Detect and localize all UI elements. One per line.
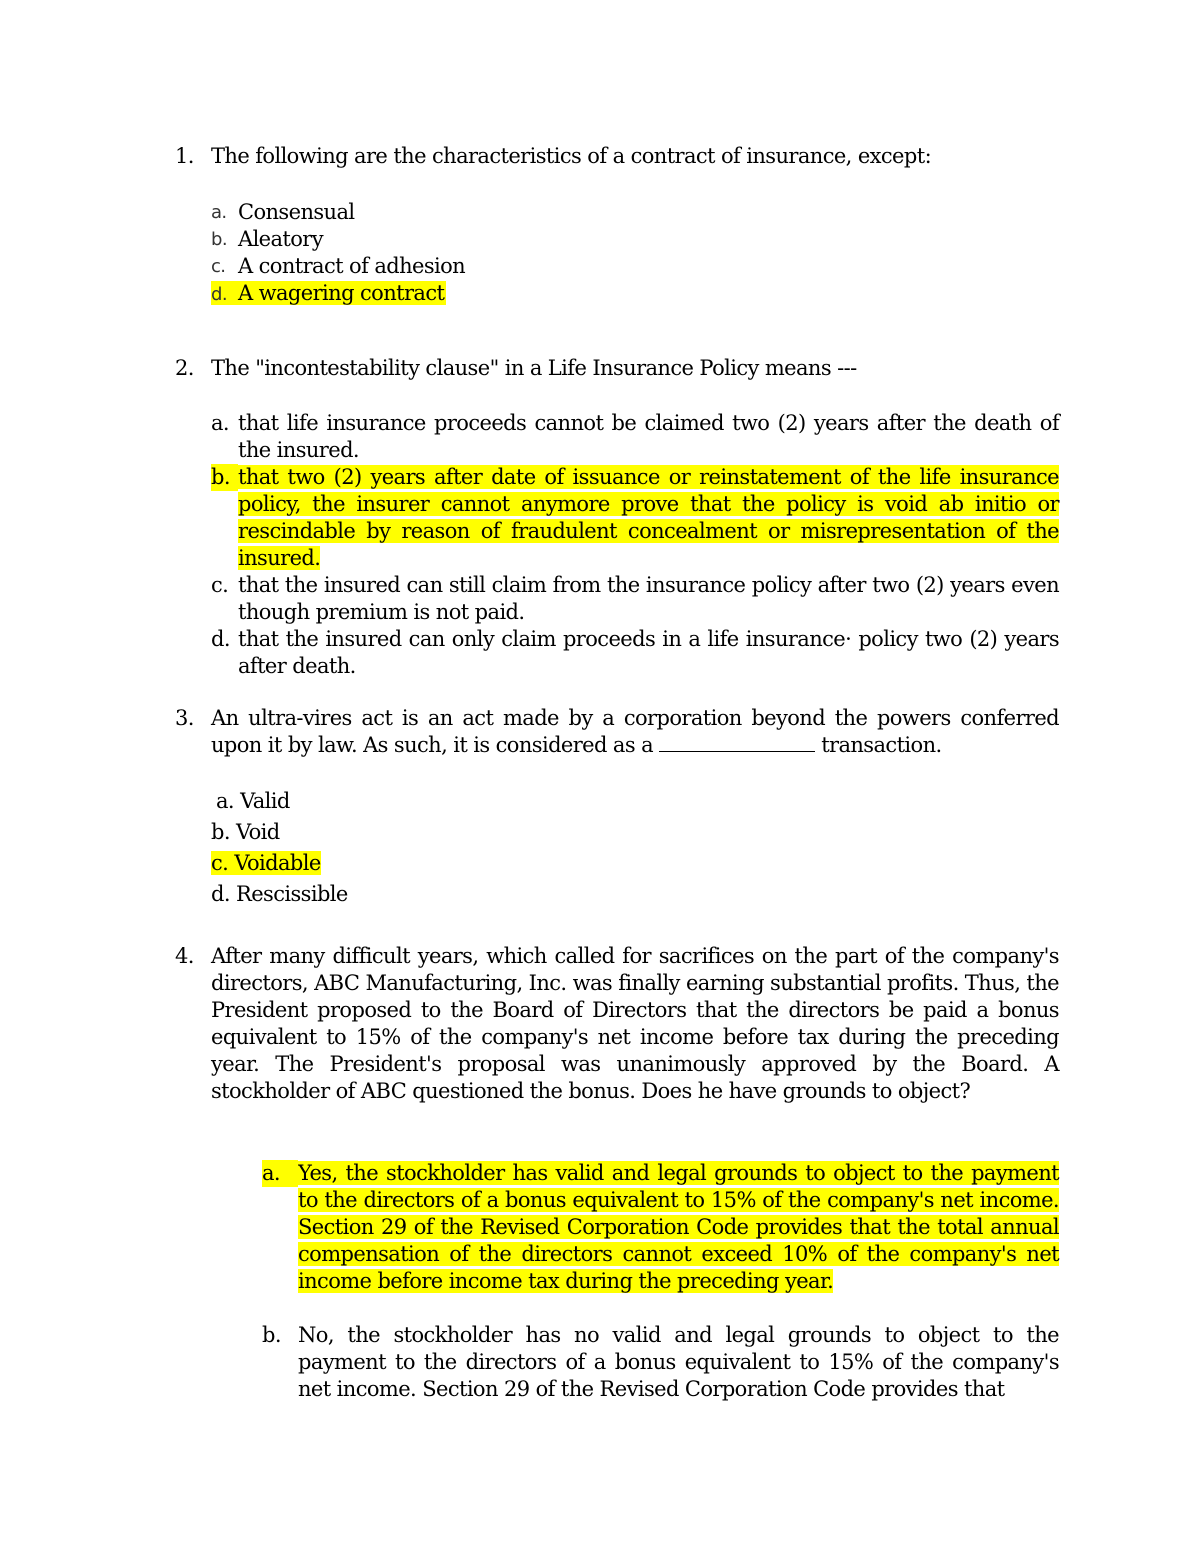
option-label: b.: [262, 1323, 281, 1347]
option-b-answer: [211, 464, 1059, 572]
option-c-answer: [211, 848, 611, 879]
question-3-options: [211, 786, 611, 910]
option-text: that life insurance proceeds cannot be claimed two (2) years after the death of the insured.: [238, 411, 1059, 462]
option-text: Voidable: [234, 851, 321, 875]
option-d: [211, 879, 611, 910]
option-label: c.: [211, 573, 229, 597]
question-number: 2.: [175, 356, 194, 380]
option-d: [211, 626, 1059, 680]
answer-highlight: [211, 851, 321, 875]
question-number: 3.: [175, 706, 194, 730]
option-label: a.: [211, 411, 229, 435]
question-number: 1.: [175, 144, 194, 168]
option-label: b.: [211, 229, 227, 250]
option-label: a.: [211, 202, 227, 223]
question-text: After many difficult years, which called for sacrifices on the part of the company's directors, ABC Manufacturing, Inc. was finally earning substantial profits. Thus, the President proposed to the Board of Directors that the directors be paid a bonus equivalent to 15% of the company's net income before tax during the preceding year. The President's proposal was unanimously approved by the Board. A stockholder of ABC questioned the bonus. Does he have grounds to object?: [211, 944, 1059, 1103]
option-label: d.: [211, 627, 230, 651]
question-1-options: [211, 199, 811, 308]
question-4-options: [262, 1160, 1059, 1403]
option-a: [211, 199, 811, 226]
option-label: c.: [211, 851, 229, 875]
question-number: 4.: [175, 944, 194, 968]
option-a: [211, 786, 611, 817]
option-text: A contract of adhesion: [238, 254, 466, 278]
option-text: Aleatory: [238, 227, 324, 251]
option-label: d.: [211, 284, 227, 305]
option-b: [262, 1322, 1059, 1403]
option-c: [211, 253, 811, 280]
fill-in-blank: [659, 733, 815, 752]
option-text: Rescissible: [236, 882, 348, 906]
question-2: [175, 355, 1059, 382]
option-label: a.: [262, 1160, 298, 1187]
option-b: [211, 817, 611, 848]
question-4: [175, 943, 1059, 1105]
option-label: c.: [211, 256, 226, 277]
question-2-options: [211, 410, 1059, 680]
option-text: that the insured can only claim proceeds in a life insurance· policy two (2) years after death.: [238, 627, 1059, 678]
option-text: Void: [236, 820, 280, 844]
question-3: [175, 705, 1059, 759]
option-label: a.: [216, 789, 234, 813]
option-text: that two (2) years after date of issuance or reinstatement of the life insurance policy, the insurer cannot anymore prove that the policy is void ab initio or rescindable by reason of fraudulent concealment or misrepresentation of the insured.: [238, 465, 1059, 570]
question-text-before: An ultra-vires act is an act made by a corporation beyond the powers conferred upon it by law. As such, it is considered as a: [211, 706, 1059, 757]
option-c: [211, 572, 1059, 626]
option-text: that the insured can still claim from the insurance policy after two (2) years even though premium is not paid.: [238, 573, 1059, 624]
question-text: The following are the characteristics of a contract of insurance, except:: [211, 144, 932, 168]
option-text: Valid: [240, 789, 290, 813]
option-text: A wagering contract: [238, 281, 445, 305]
option-text: Consensual: [238, 200, 355, 224]
question-text: [211, 705, 1059, 759]
option-label: b.: [211, 464, 238, 491]
option-d-answer: [211, 280, 811, 308]
option-a: [211, 410, 1059, 464]
option-a-answer: [262, 1160, 1059, 1295]
option-text: Yes, the stockholder has valid and legal grounds to object to the payment to the directors of a bonus equivalent to 15% of the company's net income. Section 29 of the Revised Corporation Code provides that the total annual compensation of the directors cannot exceed 10% of the company's net income before income tax during the preceding year.: [298, 1161, 1059, 1293]
question-1: [175, 143, 1059, 170]
question-text: The "incontestability clause" in a Life Insurance Policy means ---: [211, 356, 857, 380]
option-label: d.: [211, 882, 230, 906]
answer-highlight: [211, 281, 446, 305]
option-label: b.: [211, 820, 230, 844]
question-text-after: transaction.: [821, 733, 942, 757]
option-text: No, the stockholder has no valid and legal grounds to object to the payment to the directors of a bonus equivalent to 15% of the company's net income. Section 29 of the Revised Corporation Code provides that: [298, 1323, 1059, 1401]
option-b: [211, 226, 811, 253]
